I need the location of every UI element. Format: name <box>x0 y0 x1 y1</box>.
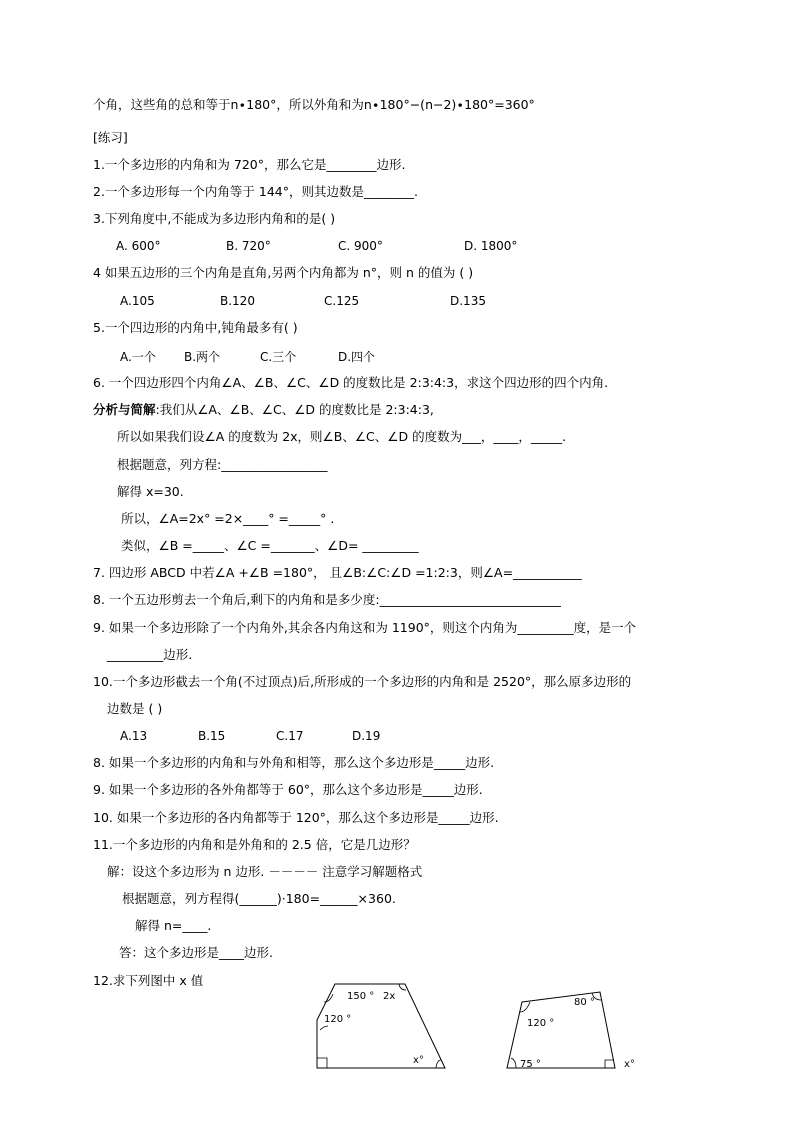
section-label: [练习] <box>93 130 128 145</box>
option: C.三个 <box>260 350 297 364</box>
analysis-line <box>93 402 434 418</box>
question-9-cont: _________边形. <box>107 647 193 662</box>
option: C. 900° <box>338 239 383 253</box>
option: D.19 <box>352 729 381 743</box>
angle-arc <box>511 1058 516 1068</box>
option: B.120 <box>220 294 255 308</box>
question-2: 2.一个多边形每一个内角等于 144°，则其边数是________. <box>93 184 418 199</box>
option: D.四个 <box>338 350 376 364</box>
question-10-cont: 边数是 ( ) <box>107 701 163 716</box>
analysis-1: 所以如果我们设∠A 的度数为 2x，则∠B、∠C、∠D 的度数为___，____，_____. <box>117 429 567 444</box>
question-8b: 8. 如果一个多边形的内角和与外角和相等，那么这个多边形是_____边形. <box>93 755 495 770</box>
option: B. 720° <box>226 239 271 253</box>
right-angle-mark <box>317 1058 327 1068</box>
solution-3: 解得 n=____. <box>135 918 212 933</box>
question-10: 10.一个多边形截去一个角(不过顶点)后,所形成的一个多边形的内角和是 2520°，那么原多边形的 <box>93 674 632 689</box>
option: D. 1800° <box>464 239 518 253</box>
right-angle-mark <box>605 1060 614 1068</box>
analysis-2: 根据题意，列方程:_________________ <box>117 457 328 472</box>
question-11: 11.一个多边形的内角和是外角和的 2.5 倍，它是几边形？ <box>93 837 416 852</box>
intro-line: 个角，这些角的总和等于n∙180°，所以外角和为n∙180°−(n−2)∙180°=360° <box>93 97 535 112</box>
solution-4: 答：这个多边形是____边形. <box>119 945 273 960</box>
angle-label: 80 ° <box>574 997 595 1008</box>
analysis-text: :我们从∠A、∠B、∠C、∠D 的度数比是 2:3:4:3, <box>155 402 434 417</box>
option: A. 600° <box>116 239 161 253</box>
angle-label: 2x <box>383 991 396 1002</box>
question-9c: 9. 如果一个多边形的各外角都等于 60°，那么这个多边形是_____边形. <box>93 782 483 797</box>
question-5: 5.一个四边形的内角中,钝角最多有( ) <box>93 320 298 335</box>
option: C.125 <box>324 294 360 308</box>
analysis-5: 类似，∠B =_____、∠C =_______、∠D= _________ <box>121 538 419 553</box>
angle-arc <box>436 1060 441 1068</box>
question-4: 4 如果五边形的三个内角是直角,另两个内角都为 n°，则 n 的值为 ( ) <box>93 265 474 280</box>
option: A.13 <box>120 729 148 743</box>
quadrilateral-figure-1 <box>300 972 460 1072</box>
option: A.一个 <box>120 350 156 364</box>
option: D.135 <box>450 294 486 308</box>
question-10c: 10. 如果一个多边形的各内角都等于 120°，那么这个多边形是_____边形. <box>93 810 499 825</box>
angle-label: x° <box>413 1055 424 1066</box>
solution-2: 根据题意，列方程得(______)·180=______×360. <box>122 891 396 906</box>
analysis-4: 所以，∠A=2x° =2×____° =_____° . <box>121 511 335 526</box>
angle-label: 75 ° <box>520 1059 541 1070</box>
option: B.15 <box>198 729 226 743</box>
option: A.105 <box>120 294 155 308</box>
figure-1-outline <box>317 984 445 1068</box>
question-9: 9. 如果一个多边形除了一个内角外,其余各内角这和为 1190°，则这个内角为_________度，是一个 <box>93 620 637 635</box>
option: C.17 <box>276 729 304 743</box>
angle-label: 120 ° <box>324 1014 352 1025</box>
figure-2-outline <box>507 992 615 1068</box>
angle-label: 120 ° <box>527 1018 555 1029</box>
question-8: 8. 一个五边形剪去一个角后,剩下的内角和是多少度:_____________________________ <box>93 592 561 607</box>
solution-1: 解：设这个多边形为 n 边形. －－－－ 注意学习解题格式 <box>107 864 423 879</box>
angle-label: x° <box>624 1059 635 1070</box>
angle-arc <box>320 1026 328 1030</box>
analysis-3: 解得 x=30. <box>117 484 184 499</box>
question-6: 6. 一个四边形四个内角∠A、∠B、∠C、∠D 的度数比是 2:3:4:3，求这个四边形的四个内角. <box>93 375 609 390</box>
quadrilateral-figure-2 <box>502 982 652 1074</box>
option: B.两个 <box>184 350 221 364</box>
angle-label: 150 ° <box>347 991 375 1002</box>
analysis-label: 分析与简解 <box>93 402 156 417</box>
question-3: 3.下列角度中,不能成为多边形内角和的是( ) <box>93 211 336 226</box>
question-12: 12.求下列图中 x 值 <box>93 973 204 988</box>
question-7: 7. 四边形 ABCD 中若∠A +∠B =180°， 且∠B:∠C:∠D =1:2:3，则∠A=___________ <box>93 565 582 580</box>
question-1: 1.一个多边形的内角和为 720°，那么它是________边形. <box>93 157 406 172</box>
